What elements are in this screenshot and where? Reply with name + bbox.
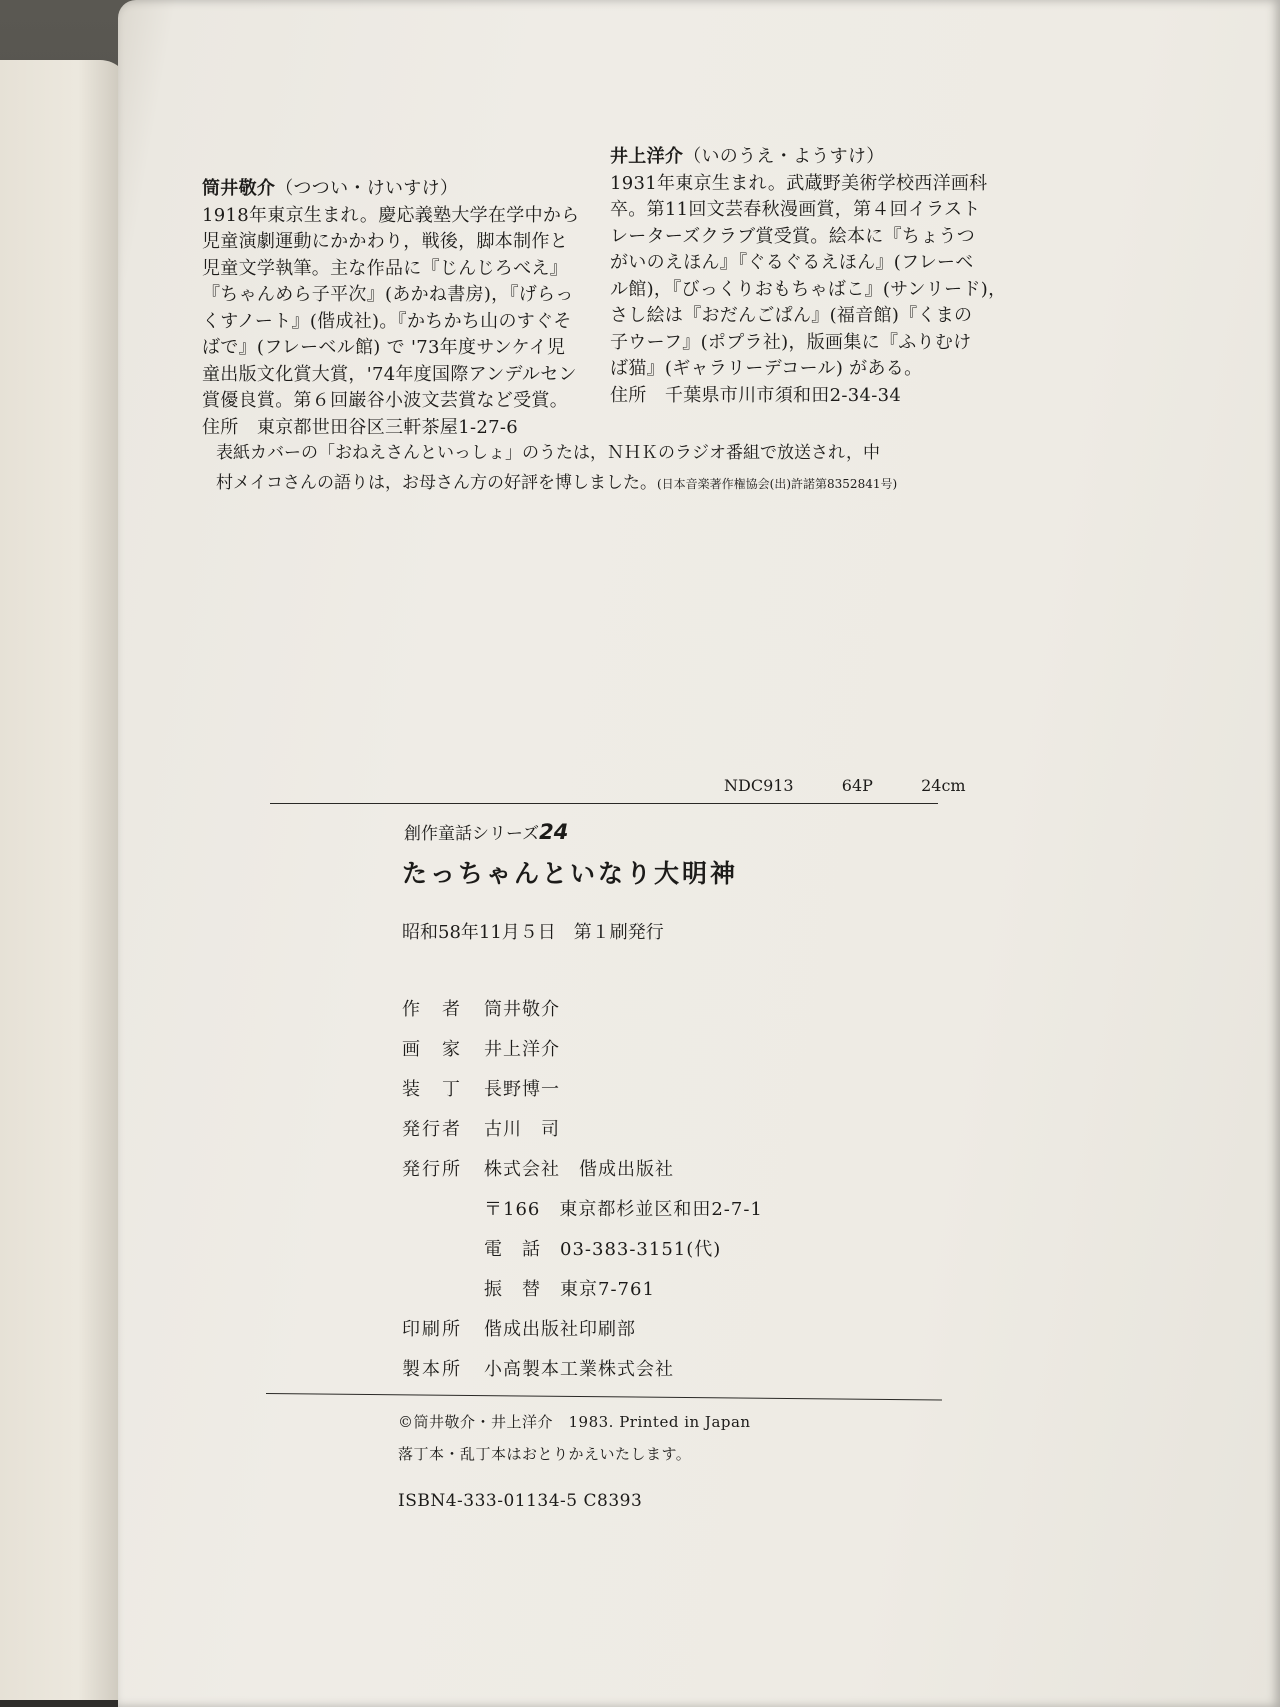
bio-line: さし絵は『おだんごぱん』(福音館)『くまの [610, 305, 973, 326]
credit-value: 株式会社 偕成出版社 [484, 1159, 674, 1180]
bio-line: 卒。第11回文芸春秋漫画賞，第４回イラスト [610, 199, 981, 220]
bio-line: 童出版文化賞大賞，'74年度国際アンデルセン [202, 363, 577, 385]
bio-line: ル館)，『びっくりおもちゃばこ』(サンリード)， [610, 278, 1007, 300]
book-page [118, 0, 1280, 1707]
book-title: たっちゃんといなり大明神 [402, 859, 739, 888]
page-count: 64P [841, 776, 873, 795]
credit-label: 印刷所 [402, 1319, 462, 1340]
credit-value: 長野博一 [484, 1079, 560, 1100]
bio-line: 1918年東京生まれ。慶応義塾大学在学中から [202, 204, 580, 226]
credit-value: 井上洋介 [484, 1039, 560, 1060]
copyright-line: ©筒井敬介・井上洋介 1983. Printed in Japan [398, 1413, 751, 1431]
bio-heading [610, 144, 1006, 171]
bio-heading [202, 176, 580, 203]
cover-note [216, 438, 897, 499]
author-bio [202, 176, 580, 441]
replacement-notice: 落丁本・乱丁本はおとりかえいたします。 [398, 1445, 692, 1463]
bio-address: 住所 東京都世田谷区三軒茶屋1-27-6 [202, 416, 518, 438]
classification-row [724, 776, 966, 795]
top-divider [270, 803, 938, 804]
bio-line: 子ウーフ』(ポプラ社)，版画集に『ふりむけ [610, 331, 972, 353]
credit-value: 筒井敬介 [484, 999, 560, 1020]
credit-label: 作 者 [402, 999, 462, 1020]
credit-value: 小高製本工業株式会社 [484, 1359, 674, 1380]
publisher-transfer-account: 振 替 東京7-761 [484, 1279, 655, 1300]
series-name [404, 819, 568, 844]
cover-note-line: 表紙カバーの「おねえさんといっしょ」のうたは，ＮＨＫのラジオ番組で放送され，中 [216, 443, 881, 463]
credit-label: 発行所 [402, 1159, 462, 1180]
ndc-code: NDC913 [724, 776, 794, 795]
publisher-postal-address: 〒166 東京都杉並区和田2-7-1 [484, 1199, 763, 1220]
bio-line: くすノート』(偕成社)。『かちかち山のすぐそ [202, 310, 572, 332]
bio-line: レーターズクラブ賞受賞。絵本に『ちょうつ [610, 225, 976, 247]
credit-label: 画 家 [402, 1039, 462, 1060]
cover-note-text: 村メイコさんの語りは，お母さん方の好評を博しました。 [216, 473, 657, 493]
bottom-divider [266, 1393, 942, 1400]
bio-line: 児童文学執筆。主な作品に『じんじろべえ』 [202, 257, 568, 279]
credit-label: 製本所 [402, 1359, 462, 1380]
bio-illustrator-reading: （いのうえ・ようすけ） [683, 146, 885, 167]
bio-illustrator-name: 井上洋介 [610, 146, 684, 167]
left-page-edge [0, 60, 130, 1700]
series-number: 24 [539, 820, 569, 844]
bio-address: 住所 千葉県市川市須和田2-34-34 [610, 384, 902, 406]
credit-label: 発行者 [402, 1119, 462, 1140]
book-size: 24cm [921, 776, 966, 795]
bio-line: ば猫』(ギャラリーデコール) がある。 [610, 358, 923, 379]
bio-line: 『ちゃんめら子平次』(あかね書房)，『げらっ [202, 284, 574, 305]
publisher-phone: 電 話 03-383-3151(代) [484, 1239, 722, 1260]
illustrator-bio [610, 144, 1006, 409]
bio-line: 1931年東京生まれ。武蔵野美術学校西洋画科 [610, 172, 988, 194]
series-label: 創作童話シリーズ [404, 824, 540, 844]
bio-author-name: 筒井敬介 [202, 178, 276, 199]
cover-note-line [216, 468, 897, 499]
bio-line: 児童演劇運動にかかわり，戦後，脚本制作と [202, 231, 568, 252]
credit-value: 古川 司 [484, 1119, 560, 1140]
credit-value: 偕成出版社印刷部 [484, 1319, 636, 1340]
permission-number: (日本音楽著作権協会(出)許諾第8352841号) [656, 477, 898, 491]
bio-author-reading: （つつい・けいすけ） [275, 178, 459, 199]
credit-label: 装 丁 [402, 1079, 462, 1100]
isbn: ISBN4-333-01134-5 C8393 [398, 1491, 643, 1511]
bio-line: がいのえほん』『ぐるぐるえほん』(フレーベ [610, 252, 974, 273]
bio-line: ばで』(フレーベル館) で '73年度サンケイ児 [202, 337, 566, 358]
publication-date: 昭和58年11月５日 第１刷発行 [402, 922, 664, 943]
bio-line: 賞優良賞。第６回巌谷小波文芸賞など受賞。 [202, 390, 568, 411]
